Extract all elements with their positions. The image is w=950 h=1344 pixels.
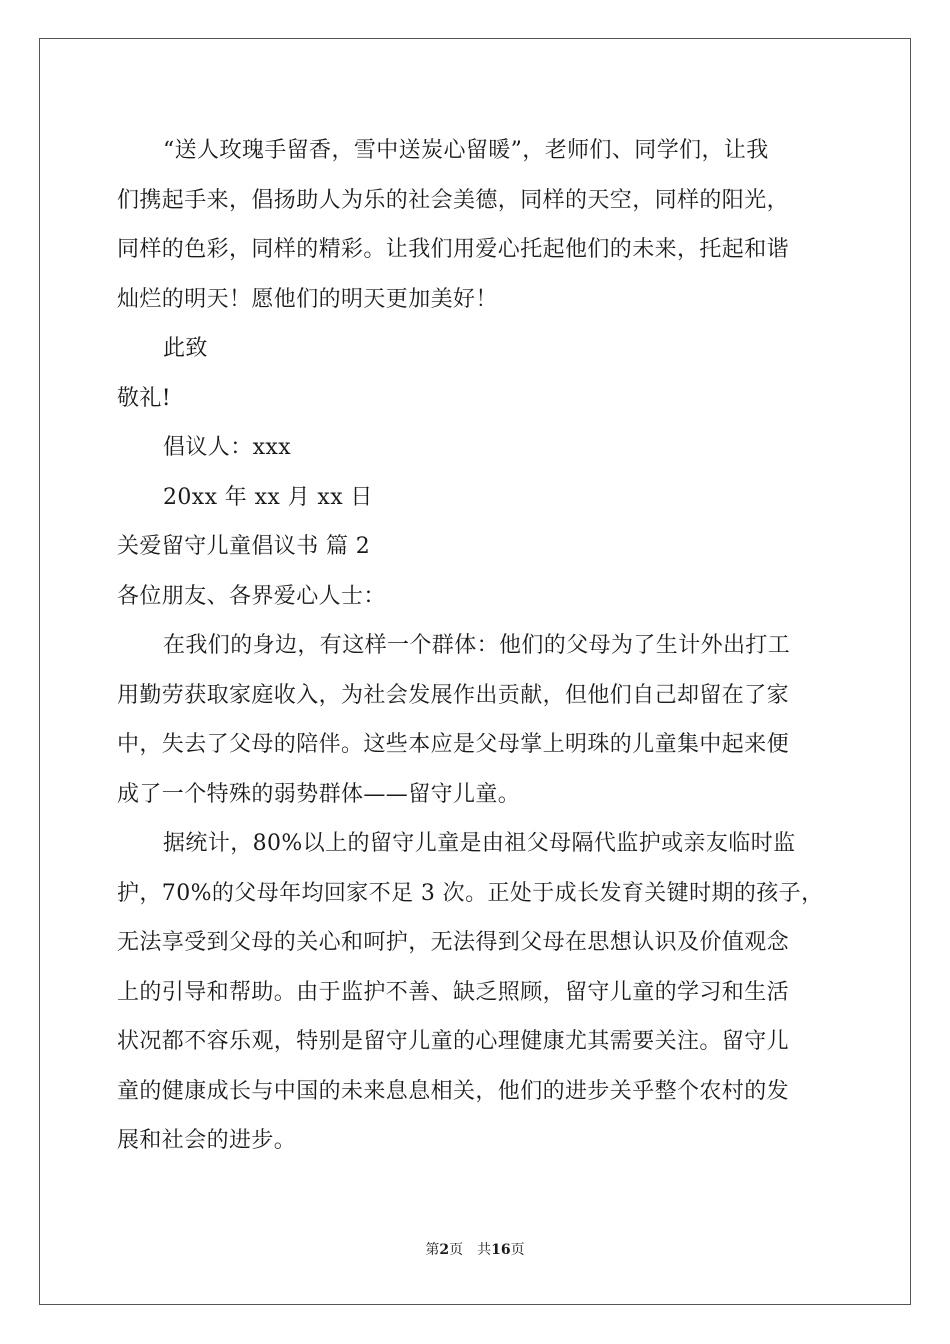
- text-line: 童的健康成长与中国的未来息息相关，他们的进步关乎整个农村的发: [117, 1078, 790, 1104]
- text-line: 各位朋友、各界爱心人士：: [117, 583, 386, 609]
- text-line: 倡议人：xxx: [163, 435, 292, 460]
- total-suffix: 页: [510, 1242, 525, 1258]
- text-line: 关爱留守儿童倡议书 篇 2: [117, 534, 371, 559]
- page-prefix: 第: [425, 1242, 440, 1258]
- text-line: 护，70%的父母年均回家不足 3 次。正处于成长发育关键时期的孩子，: [117, 880, 824, 906]
- page-suffix: 页: [449, 1242, 464, 1258]
- total-pages: 16: [491, 1242, 511, 1258]
- text-line: 在我们的身边，有这样一个群体：他们的父母为了生计外出打工: [163, 633, 791, 658]
- text-line: 灿烂的明天！愿他们的明天更加美好！: [117, 286, 498, 312]
- text-line: 成了一个特殊的弱势群体——留守儿童。: [117, 781, 521, 807]
- text-line: 上的引导和帮助。由于监护不善、缺乏照顾，留守儿童的学习和生活: [117, 979, 790, 1005]
- text-line: 状况都不容乐观，特别是留守儿童的心理健康尤其需要关注。留守儿: [117, 1029, 790, 1054]
- text-line: “送人玫瑰手留香，雪中送炭心留暖”，老师们、同学们，让我: [163, 138, 769, 163]
- page-number: 2: [439, 1242, 450, 1258]
- page-footer: [0, 1240, 950, 1260]
- text-line: 用勤劳获取家庭收入，为社会发展作出贡献，但他们自己却留在了家: [117, 682, 790, 708]
- document-body: [117, 126, 837, 1166]
- total-prefix: 共: [477, 1242, 492, 1258]
- text-line: 展和社会的进步。: [117, 1128, 297, 1153]
- text-line: 20xx 年 xx 月 xx 日: [163, 484, 373, 510]
- text-line: 无法享受到父母的关心和呵护，无法得到父母在思想认识及价值观念: [117, 930, 790, 955]
- text-line: 据统计，80%以上的留守儿童是由祖父母隔代监护或亲友临时监: [163, 831, 796, 856]
- text-line: 此致: [163, 336, 208, 361]
- text-line: 们携起手来，倡扬助人为乐的社会美德，同样的天空，同样的阳光，: [117, 187, 790, 213]
- text-line: 敬礼!: [117, 385, 172, 411]
- text-line: 中，失去了父母的陪伴。这些本应是父母掌上明珠的儿童集中起来便: [117, 732, 790, 757]
- text-line: 同样的色彩，同样的精彩。让我们用爱心托起他们的未来，托起和谐: [117, 237, 790, 262]
